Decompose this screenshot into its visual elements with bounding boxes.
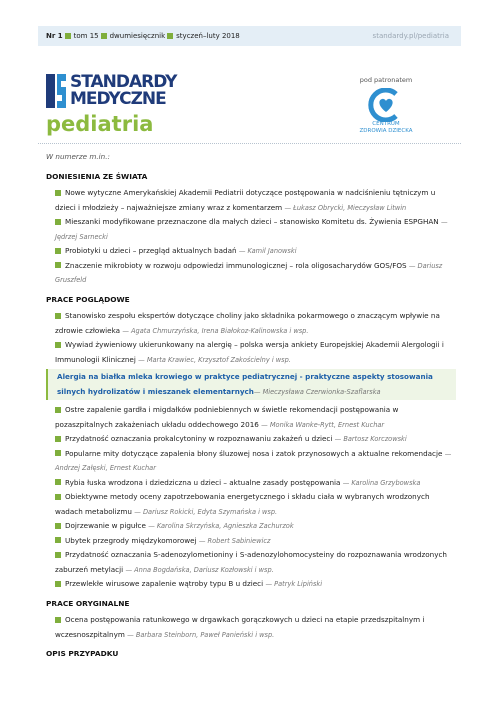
- highlighted-article-authors: — Mieczysława Czerwionka-Szaflarska: [253, 387, 381, 396]
- bullet-square-icon: [55, 617, 61, 623]
- issue-date: styczeń–luty 2018: [176, 32, 240, 40]
- article-authors: — Bartosz Korczowski: [334, 435, 407, 443]
- section-title: DONIESIENIA ZE ŚWIATA: [46, 171, 148, 181]
- patron-label: pod patronatem: [359, 76, 413, 84]
- article-title: Mieszanki modyfikowane przeznaczone dla małych dzieci – stanowisko Komitetu ds. Żywienia ESPGHAN: [65, 217, 439, 226]
- divider: [38, 143, 461, 144]
- table-of-contents: [46, 150, 456, 664]
- article-title: Przydatność oznaczania prokalcytoniny w rozpoznawaniu zakażeń u dzieci: [65, 434, 333, 443]
- article-item[interactable]: [55, 338, 456, 367]
- article-title: Ocena postępowania ratunkowego w drgawkach gorączkowych u dzieci na etapie przedszpitalnym i wczesnoszpitalnym: [55, 615, 425, 639]
- frequency: dwumiesięcznik: [109, 32, 166, 40]
- bullet-square-icon: [55, 479, 61, 485]
- bullet-square-icon: [55, 262, 61, 268]
- article-item[interactable]: [55, 244, 456, 259]
- contents-intro: W numerze m.in.:: [46, 152, 110, 161]
- article-title: Wywiad żywieniowy ukierunkowany na alergię – polska wersja ankiety Europejskiej Akademii Alergologii i Immunologii Klinicznej: [55, 340, 444, 364]
- article-authors: — Kamil Janowski: [238, 247, 297, 255]
- bullet-square-icon: [55, 450, 61, 456]
- article-authors: — Dariusz Rokicki, Edyta Szymańska i wsp.: [134, 507, 278, 516]
- brand-line2: MEDYCZNE: [70, 89, 166, 109]
- bullet-square-icon: [55, 436, 61, 442]
- issue-info-bar: [38, 26, 461, 46]
- article-authors: — Robert Sabiniewicz: [198, 536, 271, 545]
- article-authors: — Jędrzej Sarnecki: [55, 218, 448, 241]
- article-item[interactable]: [55, 534, 456, 549]
- highlighted-article[interactable]: [46, 369, 456, 400]
- patron-name: [348, 121, 424, 135]
- article-item[interactable]: [55, 519, 456, 534]
- article-title: Probiotyki u dzieci – przegląd aktualnych badań: [65, 246, 237, 255]
- article-title: Dojrzewanie w pigułce: [65, 521, 146, 530]
- journal-title: pediatria: [46, 112, 154, 136]
- patron-name-line2: ZDROWIA DZIECKA: [359, 128, 413, 134]
- article-authors: — Anna Bogdańska, Dariusz Kozłowski i wsp.: [125, 565, 274, 574]
- bullet-square-icon: [55, 219, 61, 225]
- centrum-zdrowia-dziecka-logo-icon: [366, 88, 406, 122]
- article-item[interactable]: [55, 490, 456, 519]
- volume: tom 15: [73, 32, 99, 40]
- article-item[interactable]: [55, 432, 456, 447]
- article-title: Obiektywne metody oceny zapotrzebowania energetycznego i składu ciała w wybranych wrodzonych wadach metabolizmu: [55, 492, 430, 516]
- article-title: Rybia łuska wrodzona i dziedziczna u dzieci – aktualne zasady postępowania: [65, 477, 341, 487]
- bullet-square-icon: [55, 581, 61, 587]
- bullet-square-icon: [55, 248, 61, 254]
- article-authors: — Karolina Grzybowska: [342, 478, 421, 487]
- article-title: Ubytek przegrody międzykomorowej: [65, 535, 197, 545]
- bullet-square-icon: [55, 342, 61, 348]
- issue-number: Nr 1: [46, 32, 63, 40]
- patron-name-line1: CENTRUM: [372, 121, 400, 127]
- bullet-square-icon: [55, 190, 61, 196]
- bullet-square-icon: [55, 537, 61, 543]
- article-authors: — Barbara Steinborn, Paweł Panieński i wsp.: [127, 630, 275, 639]
- issue-details: [46, 32, 240, 40]
- article-item[interactable]: [55, 259, 456, 288]
- article-title: Znaczenie mikrobioty w rozwoju odpowiedzi immunologicznej – rola oligosacharydów GOS/FOS: [65, 260, 407, 270]
- article-item[interactable]: [55, 309, 456, 338]
- section-title: OPIS PRZYPADKU: [46, 649, 119, 658]
- article-item[interactable]: [55, 476, 456, 491]
- logo-mark-icon: [46, 74, 66, 108]
- article-authors: — Karolina Skrzyńska, Agnieszka Zachurzok: [148, 522, 294, 530]
- bullet-square-icon: [101, 33, 107, 39]
- article-title: Nowe wytyczne Amerykańskiej Akademii Pediatrii dotyczące postępowania w nadciśnieniu tętniczym u dzieci i młodzieży – najważniejsze zmiany wraz z komentarzem: [55, 188, 436, 212]
- article-title: Przewlekłe wirusowe zapalenie wątroby typu B u dzieci: [65, 579, 264, 588]
- article-item[interactable]: [55, 548, 456, 577]
- article-item[interactable]: [55, 403, 456, 432]
- brand-line1: STANDARDY: [70, 72, 177, 92]
- journal-url[interactable]: standardy.pl/pediatria: [372, 32, 449, 40]
- article-item[interactable]: [55, 613, 456, 642]
- article-item[interactable]: [55, 215, 456, 244]
- bullet-square-icon: [55, 494, 61, 500]
- bullet-square-icon: [55, 313, 61, 319]
- article-authors: — Łukasz Obrycki, Mieczysław Litwin: [284, 203, 407, 212]
- bullet-square-icon: [65, 33, 71, 39]
- article-title: Przydatność oznaczania S-adenozylometioniny i S-adenozylohomocysteiny do rozpoznawania wrodzonych zaburzeń metylacji: [55, 550, 447, 574]
- article-title: Popularne mity dotyczące zapalenia błony śluzowej nosa i zatok przynosowych a aktualne rekomendacje: [65, 448, 443, 458]
- article-item[interactable]: [55, 447, 456, 476]
- article-authors: — Dariusz Gruszfeld: [55, 261, 443, 284]
- article-authors: — Agata Chmurzyńska, Irena Białokoz-Kalinowska i wsp.: [122, 326, 309, 335]
- article-authors: — Marta Krawiec, Krzysztof Zakościelny i wsp.: [138, 355, 291, 364]
- article-title: Stanowisko zespołu ekspertów dotyczące choliny jako składnika pokarmowego o znaczącym wpływie na zdrowie człowieka: [55, 311, 440, 335]
- article-item[interactable]: [55, 577, 456, 592]
- article-authors: — Andrzej Załęski, Ernest Kuchar: [55, 449, 452, 472]
- section-title: PRACE ORYGINALNE: [46, 598, 130, 608]
- bullet-square-icon: [167, 33, 173, 39]
- bullet-square-icon: [55, 407, 61, 413]
- article-authors: — Monika Wanke-Rytt, Ernest Kuchar: [261, 420, 385, 429]
- bullet-square-icon: [55, 552, 61, 558]
- article-title: Ostre zapalenie gardła i migdałków podniebiennych w świetle rekomendacji postępowania w pozaszpitalnych zakażeniach układu oddechowego 2016: [55, 405, 399, 429]
- bullet-square-icon: [55, 523, 61, 529]
- article-item[interactable]: [55, 186, 456, 215]
- article-authors: — Patryk Lipiński: [265, 580, 323, 588]
- section-title: PRACE POGLĄDOWE: [46, 294, 130, 304]
- highlighted-article-title: Alergia na białka mleka krowiego w praktyce pediatrycznej - praktyczne aspekty stosowania silnych hydrolizatów i mieszanek elementarnych: [57, 372, 433, 396]
